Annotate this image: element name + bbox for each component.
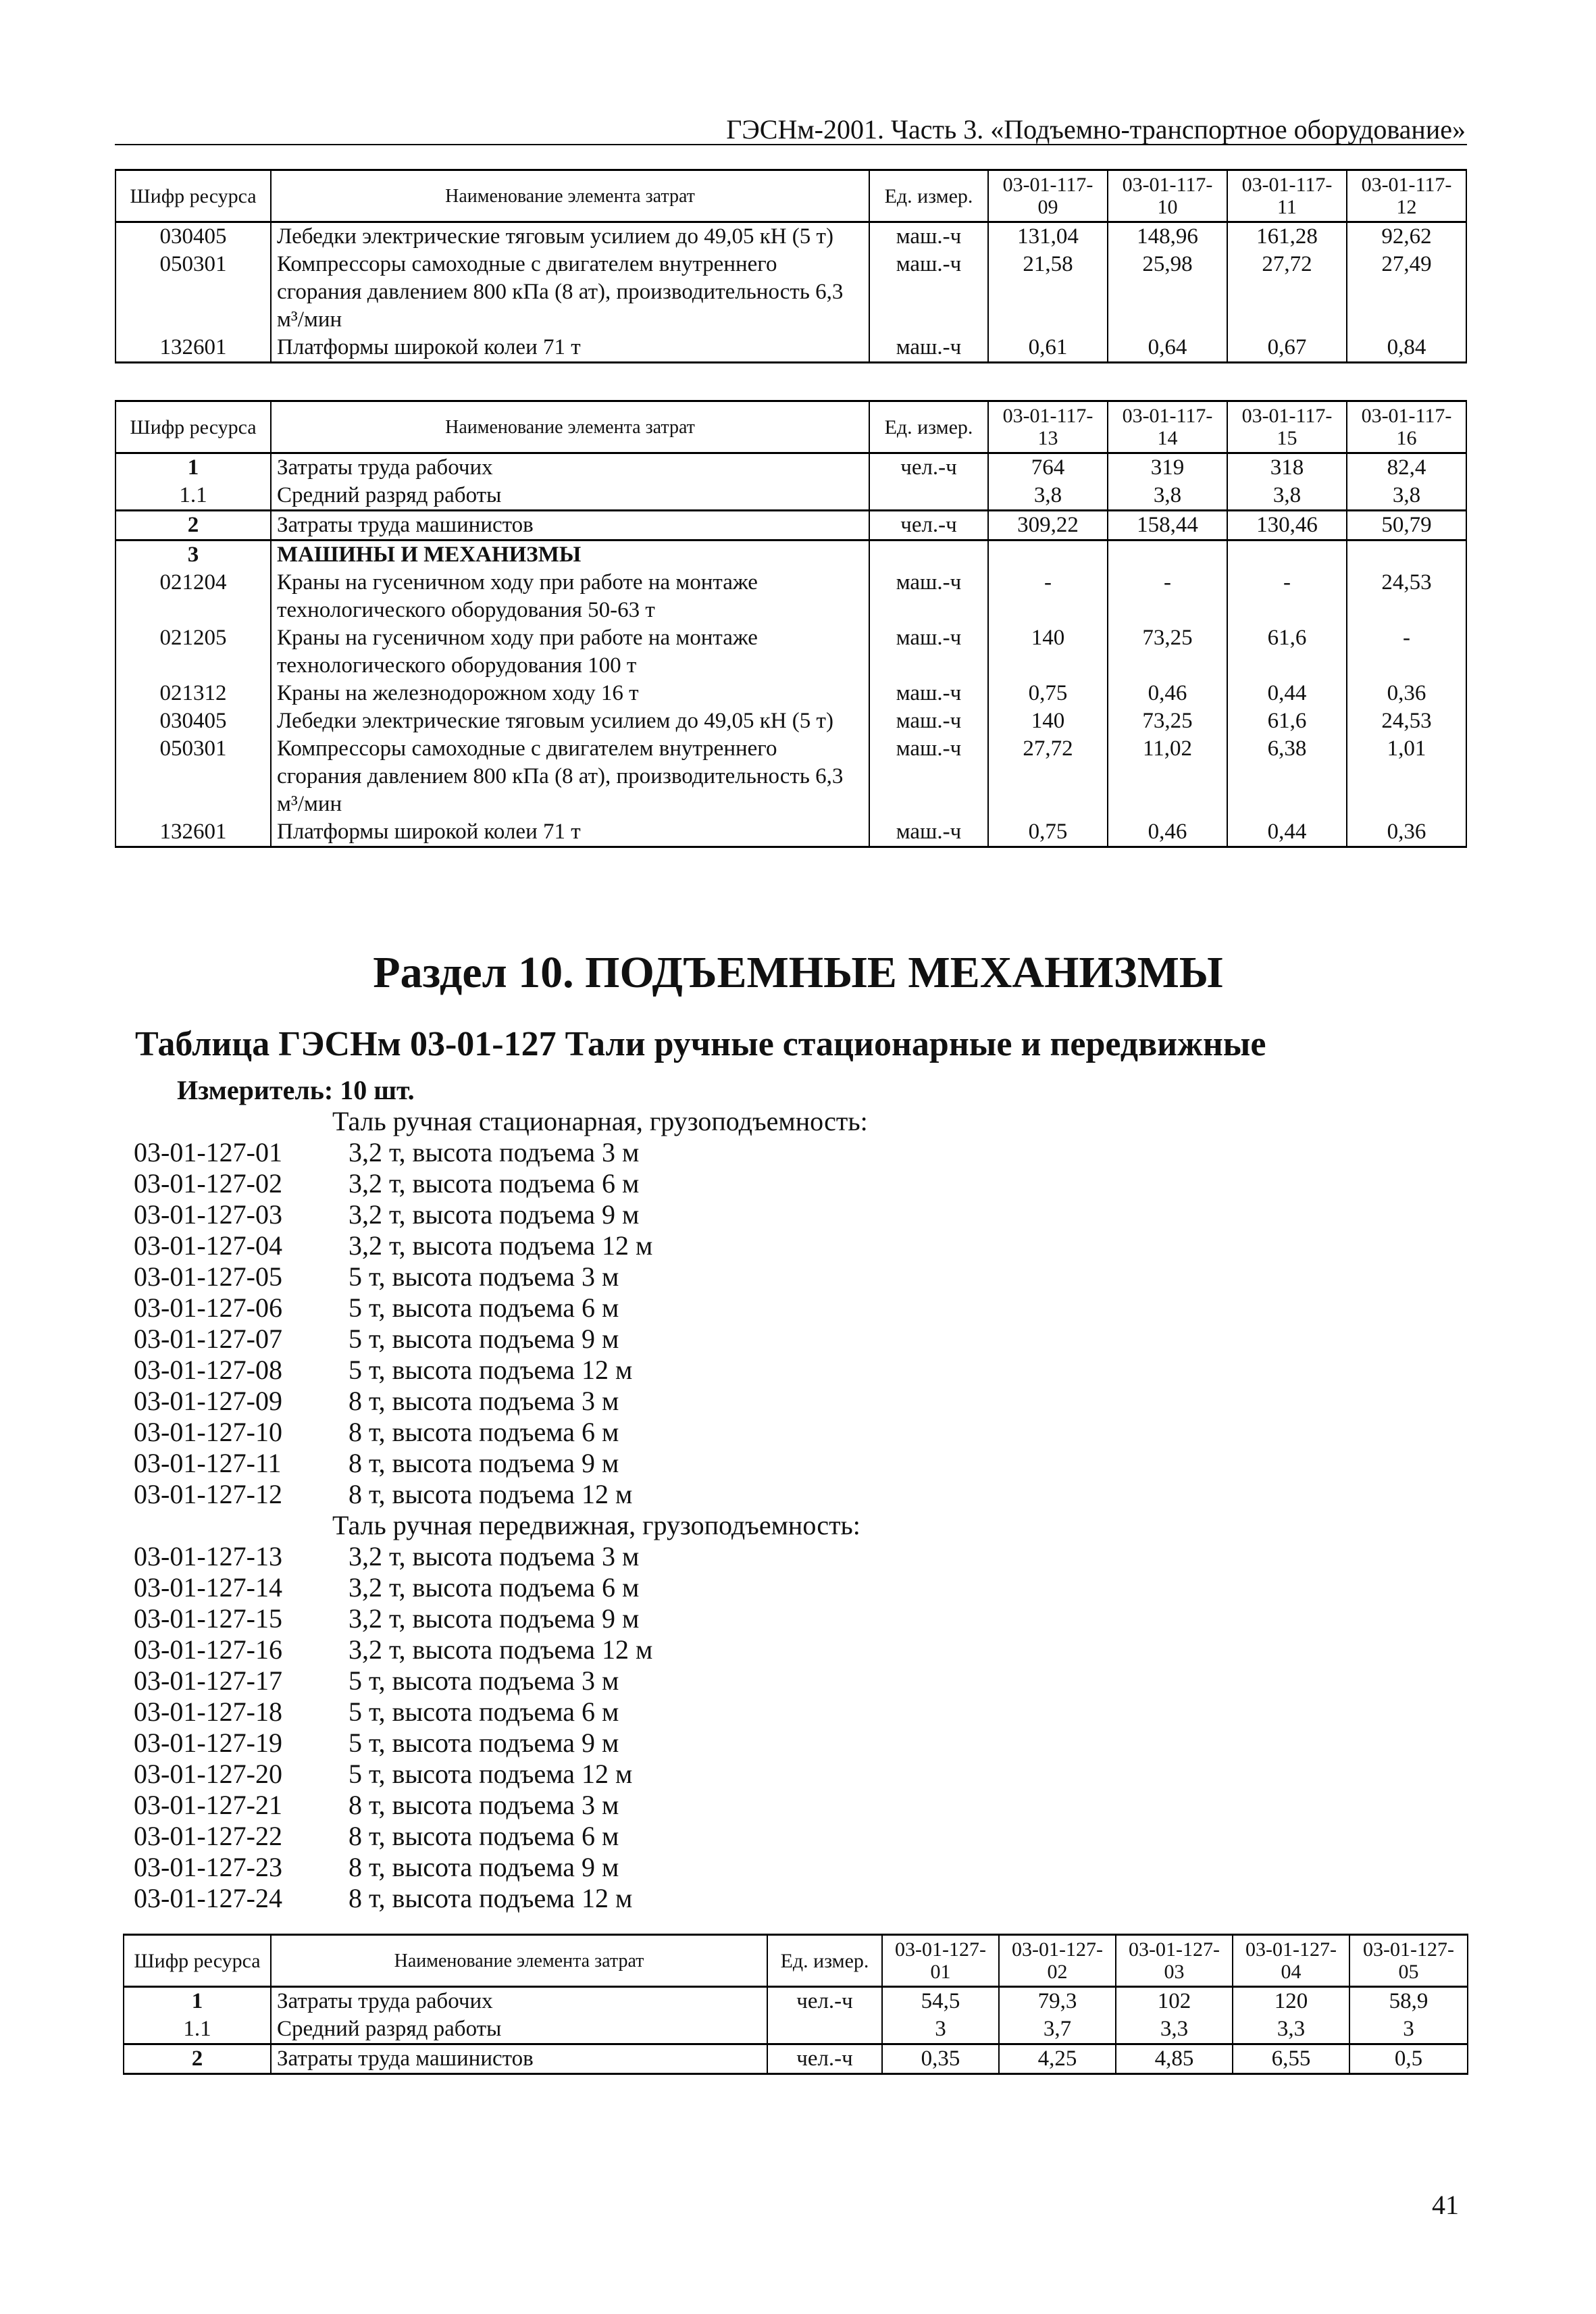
table-row: [115, 251, 1466, 334]
header-code: Шифр ресурса: [115, 170, 271, 222]
row-unit: [869, 540, 988, 570]
header-col: 03-01-127-04: [1233, 1935, 1349, 1987]
resource-table-117-13-16: [115, 400, 1467, 848]
row-value: 3,7: [999, 2015, 1116, 2044]
header-code: Шифр ресурса: [115, 401, 271, 453]
item-code: 03-01-127-24: [134, 1883, 282, 1913]
row-value: 0,64: [1108, 334, 1227, 363]
row-unit: маш.-ч: [869, 624, 988, 680]
header-col: 03-01-127-02: [999, 1935, 1116, 1987]
row-value: 0,84: [1347, 334, 1466, 363]
item-desc: 3,2 т, высота подъема 12 м: [349, 1230, 653, 1261]
item-desc: 5 т, высота подъема 9 м: [349, 1324, 619, 1354]
row-value: 120: [1233, 1987, 1349, 2016]
row-name: Затраты труда рабочих: [271, 453, 869, 482]
row-name: Затраты труда машинистов: [271, 2044, 767, 2074]
header-col: 03-01-117-12: [1347, 170, 1466, 222]
row-name: МАШИНЫ И МЕХАНИЗМЫ: [271, 540, 869, 570]
header-col: 03-01-117-10: [1108, 170, 1227, 222]
table-row: [115, 680, 1466, 707]
row-value: 140: [988, 624, 1108, 680]
item-desc: 8 т, высота подъема 9 м: [349, 1852, 619, 1882]
row-value: 0,5: [1349, 2044, 1468, 2074]
row-value: 131,04: [988, 222, 1108, 251]
header-col: 03-01-117-14: [1108, 401, 1227, 453]
row-value: [1347, 540, 1466, 570]
row-unit: маш.-ч: [869, 707, 988, 735]
row-name: Платформы широкой колеи 71 т: [271, 818, 869, 847]
item-desc: 5 т, высота подъема 6 м: [349, 1696, 619, 1727]
row-unit: маш.-ч: [869, 818, 988, 847]
group-heading-stationary: Таль ручная стационарная, грузоподъемность:: [332, 1106, 868, 1136]
item-code: 03-01-127-02: [134, 1168, 282, 1199]
row-unit: чел.-ч: [869, 453, 988, 482]
row-value: 0,75: [988, 680, 1108, 707]
item-code: 03-01-127-10: [134, 1417, 282, 1447]
header-unit: Ед. измер.: [767, 1935, 882, 1987]
item-desc: 5 т, высота подъема 3 м: [349, 1665, 619, 1696]
header-code: Шифр ресурса: [124, 1935, 271, 1987]
row-value: 3,3: [1116, 2015, 1233, 2044]
item-code: 03-01-127-15: [134, 1603, 282, 1634]
item-code: 03-01-127-17: [134, 1665, 282, 1696]
row-value: 0,67: [1227, 334, 1347, 363]
page-number: 41: [1432, 2190, 1459, 2220]
row-value: 140: [988, 707, 1108, 735]
table-row: [115, 222, 1466, 251]
row-value: 0,36: [1347, 680, 1466, 707]
row-value: 73,25: [1108, 624, 1227, 680]
row-code: 1: [124, 1987, 271, 2016]
row-code: 021205: [115, 624, 271, 680]
row-unit: маш.-ч: [869, 334, 988, 363]
row-value: 0,46: [1108, 680, 1227, 707]
row-name: Краны на гусеничном ходу при работе на монтаже технологического оборудования 50-63 т: [271, 569, 869, 624]
row-value: 3,8: [1227, 482, 1347, 511]
row-code: 132601: [115, 334, 271, 363]
item-code: 03-01-127-19: [134, 1728, 282, 1758]
row-name: Лебедки электрические тяговым усилием до 49,05 кН (5 т): [271, 222, 869, 251]
table-row: [115, 707, 1466, 735]
row-name: Затраты труда машинистов: [271, 511, 869, 540]
row-unit: [767, 2015, 882, 2044]
row-value: 58,9: [1349, 1987, 1468, 2016]
group-heading-mobile: Таль ручная передвижная, грузоподъемность:: [332, 1510, 860, 1540]
item-desc: 3,2 т, высота подъема 12 м: [349, 1634, 653, 1665]
item-code: 03-01-127-04: [134, 1230, 282, 1261]
item-desc: 8 т, высота подъема 6 м: [349, 1821, 619, 1851]
header-col: 03-01-117-09: [988, 170, 1108, 222]
header-unit: Ед. измер.: [869, 170, 988, 222]
item-code: 03-01-127-23: [134, 1852, 282, 1882]
item-code: 03-01-127-18: [134, 1696, 282, 1727]
row-value: 54,5: [882, 1987, 999, 2016]
item-desc: 8 т, высота подъема 9 м: [349, 1448, 619, 1478]
row-value: 319: [1108, 453, 1227, 482]
row-unit: маш.-ч: [869, 680, 988, 707]
item-desc: 5 т, высота подъема 12 м: [349, 1759, 633, 1789]
row-code: 030405: [115, 707, 271, 735]
table-row: [115, 818, 1466, 847]
row-value: 73,25: [1108, 707, 1227, 735]
header-col: 03-01-127-03: [1116, 1935, 1233, 1987]
row-code: 1.1: [124, 2015, 271, 2044]
table-row: [115, 569, 1466, 624]
item-desc: 3,2 т, высота подъема 9 м: [349, 1199, 640, 1230]
row-value: 3: [882, 2015, 999, 2044]
item-desc: 5 т, высота подъема 12 м: [349, 1355, 633, 1385]
item-desc: 8 т, высота подъема 3 м: [349, 1790, 619, 1820]
row-value: -: [1227, 569, 1347, 624]
table-row: [115, 334, 1466, 363]
measure-unit: Измеритель: 10 шт.: [177, 1075, 415, 1105]
row-value: 0,44: [1227, 680, 1347, 707]
table-header-row: [115, 401, 1466, 453]
row-value: 24,53: [1347, 707, 1466, 735]
row-value: 92,62: [1347, 222, 1466, 251]
row-value: -: [988, 569, 1108, 624]
row-value: 25,98: [1108, 251, 1227, 334]
row-code: 3: [115, 540, 271, 570]
item-desc: 5 т, высота подъема 3 м: [349, 1261, 619, 1292]
item-code: 03-01-127-08: [134, 1355, 282, 1385]
row-value: 3,8: [1347, 482, 1466, 511]
item-desc: 8 т, высота подъема 3 м: [349, 1386, 619, 1416]
table-row: [115, 453, 1466, 482]
item-code: 03-01-127-01: [134, 1137, 282, 1167]
row-value: 0,44: [1227, 818, 1347, 847]
row-value: 82,4: [1347, 453, 1466, 482]
row-value: 50,79: [1347, 511, 1466, 540]
item-code: 03-01-127-16: [134, 1634, 282, 1665]
row-code: 132601: [115, 818, 271, 847]
section-title: Раздел 10. ПОДЪЕМНЫЕ МЕХАНИЗМЫ: [373, 948, 1223, 997]
row-value: 3,3: [1233, 2015, 1349, 2044]
table-row: [124, 2015, 1468, 2044]
row-code: 030405: [115, 222, 271, 251]
row-value: 6,38: [1227, 735, 1347, 818]
row-name: Компрессоры самоходные с двигателем внутреннего сгорания давлением 800 кПа (8 ат), производительность 6,3 м³/мин: [271, 735, 869, 818]
row-code: 2: [115, 511, 271, 540]
header-unit: Ед. измер.: [869, 401, 988, 453]
row-name: Краны на железнодорожном ходу 16 т: [271, 680, 869, 707]
row-value: 3: [1349, 2015, 1468, 2044]
row-value: 130,46: [1227, 511, 1347, 540]
table-caption: Таблица ГЭСНм 03-01-127 Тали ручные стационарные и передвижные: [135, 1025, 1266, 1063]
table-header-row: [115, 170, 1466, 222]
row-value: 27,72: [988, 735, 1108, 818]
row-value: 158,44: [1108, 511, 1227, 540]
row-unit: чел.-ч: [869, 511, 988, 540]
row-code: 050301: [115, 251, 271, 334]
item-desc: 8 т, высота подъема 12 м: [349, 1479, 633, 1509]
item-desc: 8 т, высота подъема 6 м: [349, 1417, 619, 1447]
item-code: 03-01-127-13: [134, 1541, 282, 1571]
header-col: 03-01-117-15: [1227, 401, 1347, 453]
item-desc: 8 т, высота подъема 12 м: [349, 1883, 633, 1913]
row-value: 3,8: [1108, 482, 1227, 511]
row-name: Платформы широкой колеи 71 т: [271, 334, 869, 363]
row-value: 4,85: [1116, 2044, 1233, 2074]
table-row: [115, 511, 1466, 540]
row-value: 0,35: [882, 2044, 999, 2074]
item-code: 03-01-127-14: [134, 1572, 282, 1603]
row-value: 3,8: [988, 482, 1108, 511]
row-value: 1,01: [1347, 735, 1466, 818]
item-code: 03-01-127-22: [134, 1821, 282, 1851]
row-value: 0,61: [988, 334, 1108, 363]
row-code: 1.1: [115, 482, 271, 511]
row-value: 6,55: [1233, 2044, 1349, 2074]
row-value: 0,46: [1108, 818, 1227, 847]
header-name: Наименование элемента затрат: [271, 401, 869, 453]
item-code: 03-01-127-07: [134, 1324, 282, 1354]
table-row: [115, 540, 1466, 570]
row-value: [1227, 540, 1347, 570]
item-code: 03-01-127-21: [134, 1790, 282, 1820]
row-name: Средний разряд работы: [271, 2015, 767, 2044]
header-col: 03-01-127-05: [1349, 1935, 1468, 1987]
item-desc: 3,2 т, высота подъема 6 м: [349, 1572, 640, 1603]
row-value: 0,75: [988, 818, 1108, 847]
table-row: [115, 624, 1466, 680]
row-value: 309,22: [988, 511, 1108, 540]
header-name: Наименование элемента затрат: [271, 170, 869, 222]
row-unit: [869, 482, 988, 511]
header-col: 03-01-117-16: [1347, 401, 1466, 453]
row-value: 0,36: [1347, 818, 1466, 847]
row-code: 021312: [115, 680, 271, 707]
row-value: -: [1108, 569, 1227, 624]
row-value: 4,25: [999, 2044, 1116, 2074]
running-header: ГЭСНм-2001. Часть 3. «Подъемно-транспортное оборудование»: [726, 114, 1466, 145]
item-code: 03-01-127-11: [134, 1448, 282, 1478]
row-value: 61,6: [1227, 707, 1347, 735]
header-col: 03-01-127-01: [882, 1935, 999, 1987]
row-name: Затраты труда рабочих: [271, 1987, 767, 2016]
row-unit: чел.-ч: [767, 2044, 882, 2074]
row-value: 61,6: [1227, 624, 1347, 680]
row-unit: маш.-ч: [869, 569, 988, 624]
row-value: [1108, 540, 1227, 570]
item-code: 03-01-127-09: [134, 1386, 282, 1416]
item-desc: 3,2 т, высота подъема 3 м: [349, 1137, 640, 1167]
row-value: 11,02: [1108, 735, 1227, 818]
item-code: 03-01-127-03: [134, 1199, 282, 1230]
row-value: 24,53: [1347, 569, 1466, 624]
row-unit: маш.-ч: [869, 735, 988, 818]
row-name: Краны на гусеничном ходу при работе на монтаже технологического оборудования 100 т: [271, 624, 869, 680]
item-code: 03-01-127-12: [134, 1479, 282, 1509]
row-value: [988, 540, 1108, 570]
item-code: 03-01-127-06: [134, 1292, 282, 1323]
row-value: 764: [988, 453, 1108, 482]
item-desc: 3,2 т, высота подъема 3 м: [349, 1541, 640, 1571]
item-desc: 5 т, высота подъема 9 м: [349, 1728, 619, 1758]
row-value: -: [1347, 624, 1466, 680]
row-value: 27,49: [1347, 251, 1466, 334]
item-desc: 5 т, высота подъема 6 м: [349, 1292, 619, 1323]
row-value: 102: [1116, 1987, 1233, 2016]
row-code: 021204: [115, 569, 271, 624]
table-row: [115, 735, 1466, 818]
row-unit: маш.-ч: [869, 251, 988, 334]
table-row: [115, 482, 1466, 511]
row-value: 27,72: [1227, 251, 1347, 334]
row-name: Лебедки электрические тяговым усилием до 49,05 кН (5 т): [271, 707, 869, 735]
item-code: 03-01-127-20: [134, 1759, 282, 1789]
row-value: 21,58: [988, 251, 1108, 334]
table-row: [124, 2044, 1468, 2074]
row-name: Компрессоры самоходные с двигателем внутреннего сгорания давлением 800 кПа (8 ат), производительность 6,3 м³/мин: [271, 251, 869, 334]
table-row: [124, 1987, 1468, 2016]
header-col: 03-01-117-13: [988, 401, 1108, 453]
header-name: Наименование элемента затрат: [271, 1935, 767, 1987]
header-rule: [115, 144, 1467, 145]
item-desc: 3,2 т, высота подъема 6 м: [349, 1168, 640, 1199]
row-value: 79,3: [999, 1987, 1116, 2016]
table-header-row: [124, 1935, 1468, 1987]
row-value: 318: [1227, 453, 1347, 482]
item-desc: 3,2 т, высота подъема 9 м: [349, 1603, 640, 1634]
row-unit: маш.-ч: [869, 222, 988, 251]
row-value: 161,28: [1227, 222, 1347, 251]
row-name: Средний разряд работы: [271, 482, 869, 511]
row-code: 050301: [115, 735, 271, 818]
row-code: 2: [124, 2044, 271, 2074]
item-code: 03-01-127-05: [134, 1261, 282, 1292]
row-unit: чел.-ч: [767, 1987, 882, 2016]
row-code: 1: [115, 453, 271, 482]
row-value: 148,96: [1108, 222, 1227, 251]
resource-table-117-09-12: [115, 169, 1467, 363]
resource-table-127-01-05: [123, 1934, 1468, 2075]
header-col: 03-01-117-11: [1227, 170, 1347, 222]
